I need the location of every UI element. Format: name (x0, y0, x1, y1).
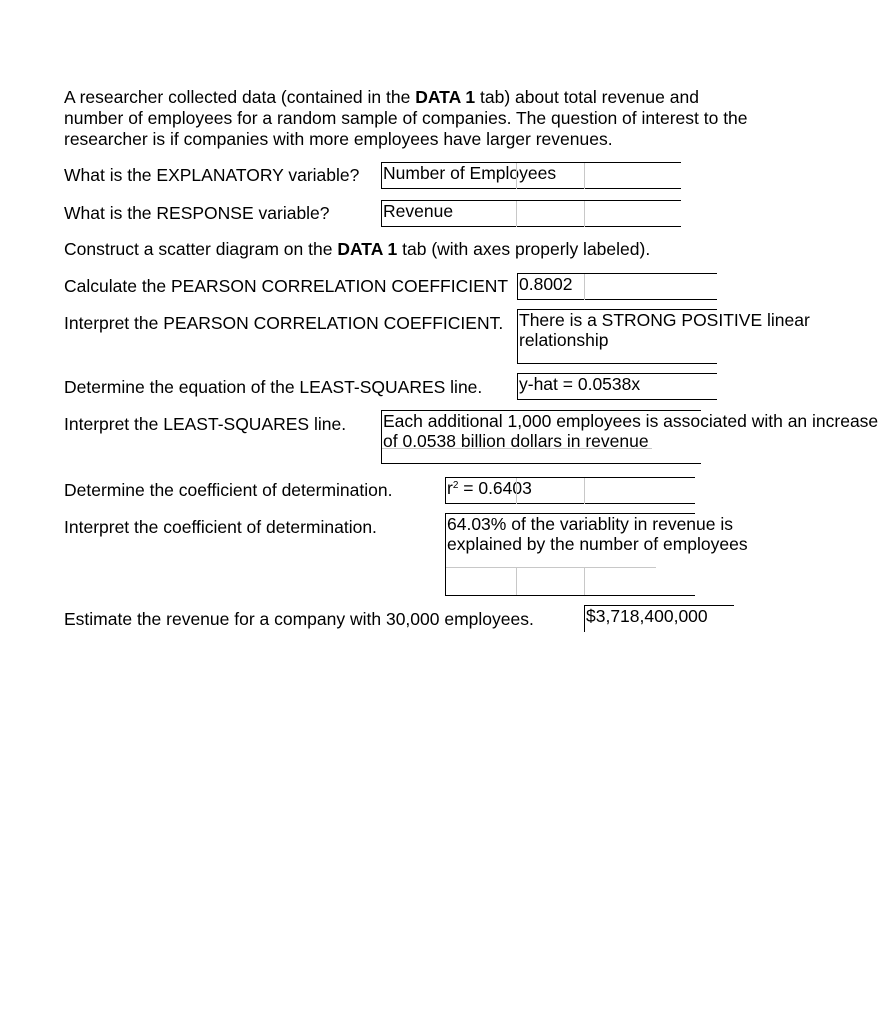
response-question: What is the RESPONSE variable? (64, 203, 330, 223)
intro-line-1-text: A researcher collected data (contained in the (64, 87, 416, 107)
lsq-equation-answer: y-hat = 0.0538x (519, 374, 641, 394)
cod-interp-answer-line-1: 64.03% of the variablity in revenue is (447, 514, 733, 534)
lsq-interp-answer-line-1: Each additional 1,000 employees is associated with an increase (383, 411, 878, 431)
pearson-interp-answer-line-1: There is a STRONG POSITIVE linear (519, 310, 810, 330)
lsq-equation-question: Determine the equation of the LEAST-SQUARES line. (64, 377, 483, 397)
cod-interp-answer-line-2: explained by the number of employees (447, 534, 748, 554)
cell-gridline (516, 568, 517, 595)
cod-answer (447, 478, 695, 498)
cod-answer-r: r (447, 478, 453, 498)
intro-line-2: number of employees for a random sample of companies. The question of interest to the (64, 108, 748, 128)
lsq-interp-question: Interpret the LEAST-SQUARES line. (64, 414, 347, 434)
scatter-instruction (64, 239, 650, 259)
intro-line-1 (64, 87, 748, 108)
cod-interp-question: Interpret the coefficient of determination. (64, 517, 377, 537)
cell-gridline (584, 163, 585, 189)
intro-line-3: researcher is if companies with more employees have larger revenues. (64, 129, 613, 149)
cod-answer-cell[interactable] (445, 477, 695, 504)
cod-answer-superscript: 2 (452, 480, 459, 491)
scatter-instruction-tail: tab (with axes properly labeled). (397, 239, 651, 259)
cod-question: Determine the coefficient of determination. (64, 480, 393, 500)
lsq-interp-answer-cell[interactable] (381, 410, 878, 464)
scatter-data-tab-ref: DATA 1 (337, 239, 398, 259)
lsq-interp-answer-line-2: of 0.0538 billion dollars in revenue (383, 431, 649, 451)
estimate-answer-cell[interactable] (584, 605, 734, 632)
explanatory-answer: Number of Employees (383, 163, 557, 183)
estimate-answer: $3,718,400,000 (586, 606, 708, 626)
cell-gridline (584, 568, 585, 595)
explanatory-answer-cell[interactable] (381, 162, 681, 189)
response-answer: Revenue (383, 201, 454, 221)
cell-gridline (584, 201, 585, 227)
explanatory-question: What is the EXPLANATORY variable? (64, 165, 360, 185)
scatter-instruction-text: Construct a scatter diagram on the (64, 239, 338, 259)
intro-data-tab-ref: DATA 1 (415, 87, 476, 107)
pearson-calc-question: Calculate the PEARSON CORRELATION COEFFICIENT (64, 276, 509, 296)
pearson-calc-answer-cell[interactable] (517, 273, 717, 300)
cell-gridline (584, 274, 585, 300)
intro-line-1-tail: tab) about total revenue and (475, 87, 699, 107)
cell-gridline (446, 567, 656, 568)
response-answer-cell[interactable] (381, 200, 681, 227)
cell-gridline (516, 478, 517, 504)
estimate-question: Estimate the revenue for a company with 30,000 employees. (64, 609, 534, 629)
pearson-calc-answer: 0.8002 (519, 274, 573, 294)
pearson-interp-answer-line-2: relationship (519, 330, 609, 350)
cell-gridline (516, 163, 517, 189)
lsq-equation-answer-cell[interactable] (517, 373, 717, 400)
cell-gridline (382, 448, 652, 449)
pearson-interp-answer-cell[interactable] (517, 309, 810, 364)
cod-answer-value: = 0.6403 (458, 478, 532, 498)
cell-gridline (516, 201, 517, 227)
intro-paragraph (64, 87, 748, 150)
cell-gridline (584, 478, 585, 504)
pearson-interp-question: Interpret the PEARSON CORRELATION COEFFICIENT. (64, 313, 504, 333)
cod-interp-answer-cell[interactable] (445, 513, 748, 596)
